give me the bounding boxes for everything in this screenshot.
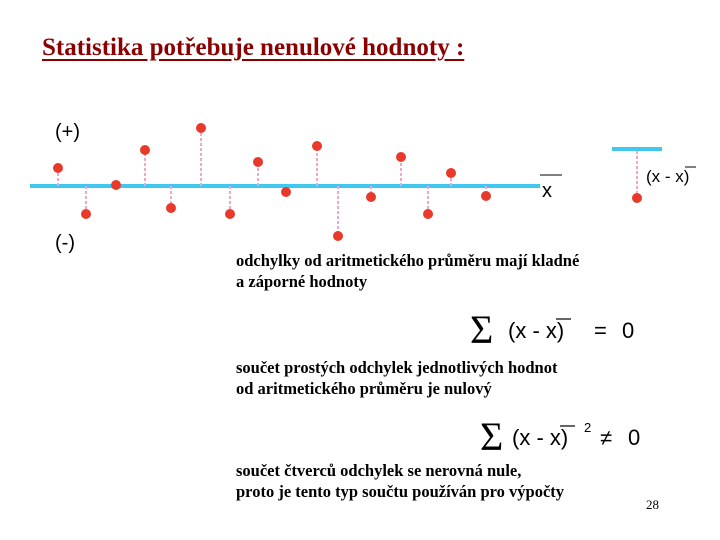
data-point (225, 209, 235, 219)
formula-exponent: 2 (584, 420, 592, 435)
legend-formula: (x - x) (646, 167, 690, 186)
data-point (140, 145, 150, 155)
paragraph-line: součet prostých odchylek jednotlivých hodnot (236, 358, 558, 377)
data-point (396, 152, 406, 162)
data-point (423, 209, 433, 219)
positive-label: (+) (55, 121, 80, 143)
negative-label: (-) (55, 232, 75, 254)
formula-rhs: 0 (622, 318, 635, 343)
data-point (196, 123, 206, 133)
legend-point (632, 193, 642, 203)
sum-symbol: Σ (480, 414, 504, 459)
page-number: 28 (646, 497, 659, 512)
formula-sum-deviations (470, 307, 634, 352)
paragraph-line: odchylky od aritmetického průměru mají kladné (236, 251, 580, 270)
data-point (446, 168, 456, 178)
paragraph-sum-squares (236, 460, 564, 502)
data-point (253, 157, 263, 167)
data-point (366, 192, 376, 202)
formula-rhs: 0 (628, 425, 641, 450)
data-point (166, 203, 176, 213)
paragraph-line: proto je tento typ součtu používán pro výpočty (236, 482, 565, 501)
data-point (481, 191, 491, 201)
paragraph-line: a záporné hodnoty (236, 272, 368, 291)
paragraph-deviations (236, 250, 579, 292)
formula-sum-squares (480, 414, 640, 459)
slide-title: Statistika potřebuje nenulové hodnoty : (42, 34, 465, 61)
formula-body: (x - x) (512, 425, 569, 450)
data-point (312, 141, 322, 151)
data-point (53, 163, 63, 173)
paragraph-line: součet čtverců odchylek se nerovná nule, (236, 461, 522, 480)
formula-body: (x - x) (508, 318, 565, 343)
mean-symbol: x (542, 180, 552, 202)
formula-relation: = (594, 318, 607, 343)
sum-symbol: Σ (470, 307, 494, 352)
data-points (53, 123, 491, 241)
data-point (111, 180, 121, 190)
data-point (333, 231, 343, 241)
data-point (81, 209, 91, 219)
formula-relation: ≠ (600, 425, 613, 450)
data-point (281, 187, 291, 197)
paragraph-sum-zero (236, 357, 557, 399)
paragraph-line: od aritmetického průměru je nulový (236, 379, 492, 398)
